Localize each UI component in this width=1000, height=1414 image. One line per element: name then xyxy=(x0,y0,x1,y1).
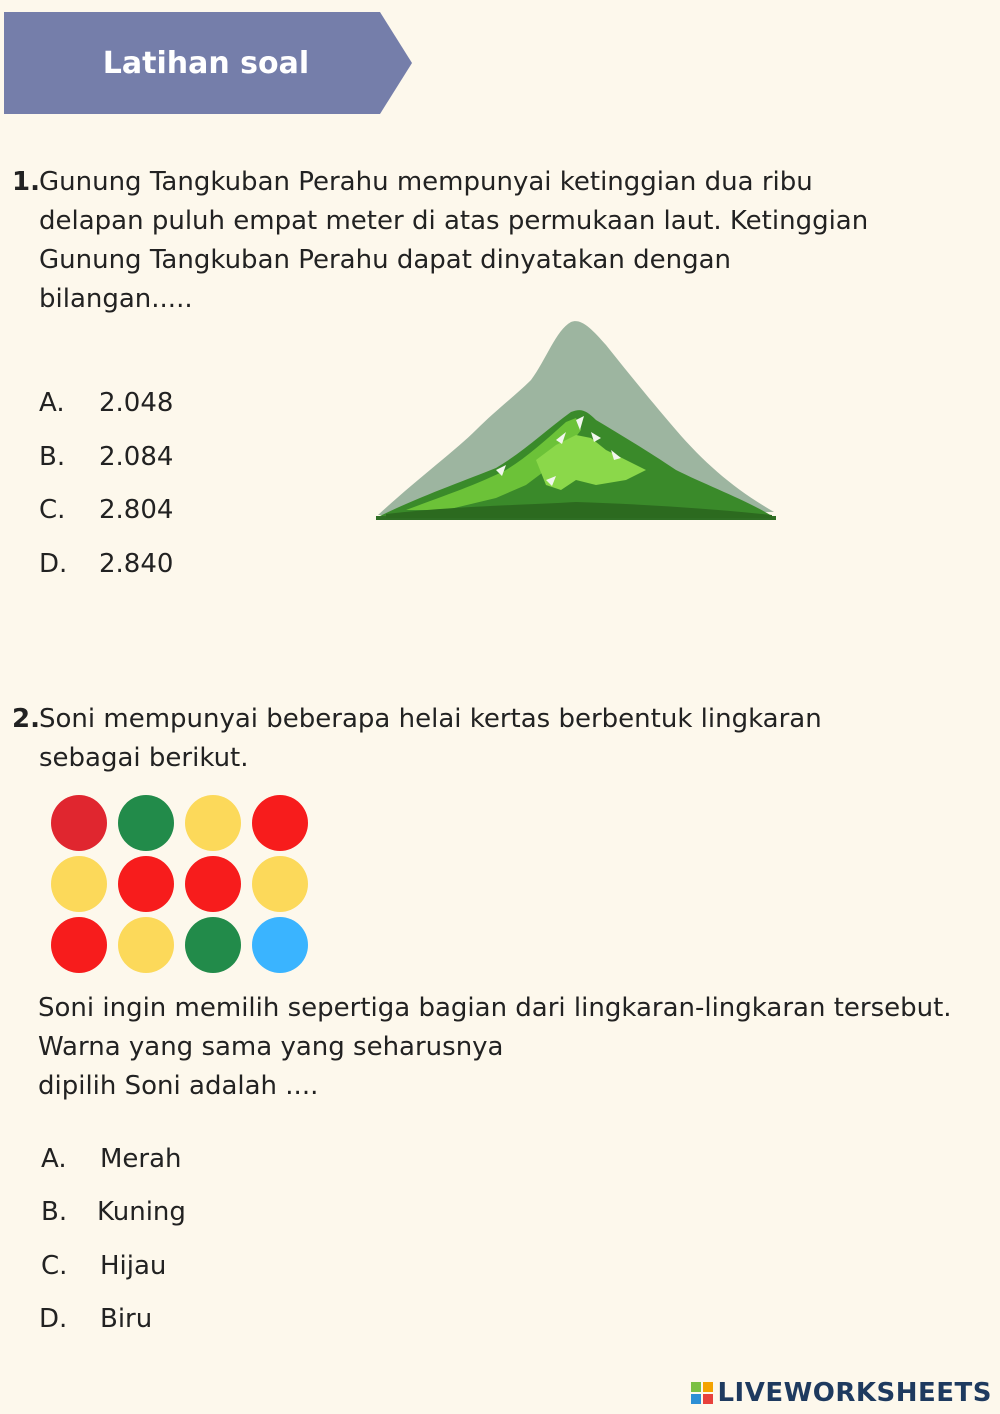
question-1-number: 1. xyxy=(12,167,40,197)
paper-circle xyxy=(118,856,174,912)
question-1-text xyxy=(39,163,899,319)
option-letter: D. xyxy=(39,1304,68,1334)
liveworksheets-logo-icon xyxy=(691,1382,713,1404)
option-value: 2.048 xyxy=(99,388,174,418)
circle-grid xyxy=(50,794,312,974)
header-banner xyxy=(4,12,412,114)
paper-circle xyxy=(185,795,241,851)
option-value: Biru xyxy=(100,1304,153,1334)
option-letter: B. xyxy=(41,1197,68,1227)
paper-circle xyxy=(51,917,107,973)
option-letter: A. xyxy=(39,388,65,418)
page-title: Latihan soal xyxy=(102,45,310,81)
question-2-line: sebagai berikut. xyxy=(39,743,249,773)
logo-text: LIVEWORKSHEETS xyxy=(717,1378,992,1408)
question-1 xyxy=(0,163,960,323)
option-letter: C. xyxy=(39,495,66,525)
option-value: Merah xyxy=(100,1144,182,1174)
paper-circle xyxy=(185,917,241,973)
option-letter: C. xyxy=(41,1251,68,1281)
question-1-line: delapan puluh empat meter di atas permukaan laut. Ketinggian xyxy=(39,206,869,236)
option-value: Hijau xyxy=(100,1251,167,1281)
paper-circle xyxy=(252,856,308,912)
paper-circle xyxy=(51,795,107,851)
option-value: Kuning xyxy=(97,1197,186,1227)
question-2-line: Soni mempunyai beberapa helai kertas berbentuk lingkaran xyxy=(39,704,822,734)
mountain-icon xyxy=(376,320,776,520)
option-value: 2.084 xyxy=(99,442,174,472)
option-letter: B. xyxy=(39,442,66,472)
question-2-text xyxy=(39,700,899,778)
question-1-line: bilangan..... xyxy=(39,284,193,314)
option-letter: A. xyxy=(41,1144,67,1174)
option-value: 2.804 xyxy=(99,495,174,525)
question-2 xyxy=(0,700,960,780)
question-1-line: Gunung Tangkuban Perahu dapat dinyatakan dengan xyxy=(39,245,731,275)
question-2-body xyxy=(38,989,978,1106)
question-2-body-line: dipilih Soni adalah .... xyxy=(38,1071,319,1101)
paper-circle xyxy=(51,856,107,912)
paper-circle xyxy=(252,917,308,973)
option-value: 2.840 xyxy=(99,549,174,579)
paper-circle xyxy=(252,795,308,851)
question-2-body-line: Warna yang sama yang seharusnya xyxy=(38,1032,504,1062)
question-2-body-line: Soni ingin memilih sepertiga bagian dari lingkaran-lingkaran tersebut. xyxy=(38,993,952,1023)
paper-circle xyxy=(118,795,174,851)
question-2-number: 2. xyxy=(12,704,40,734)
question-1-line: Gunung Tangkuban Perahu mempunyai ketinggian dua ribu xyxy=(39,167,813,197)
liveworksheets-logo[interactable] xyxy=(691,1378,992,1408)
paper-circle xyxy=(118,917,174,973)
option-letter: D. xyxy=(39,549,68,579)
paper-circle xyxy=(185,856,241,912)
